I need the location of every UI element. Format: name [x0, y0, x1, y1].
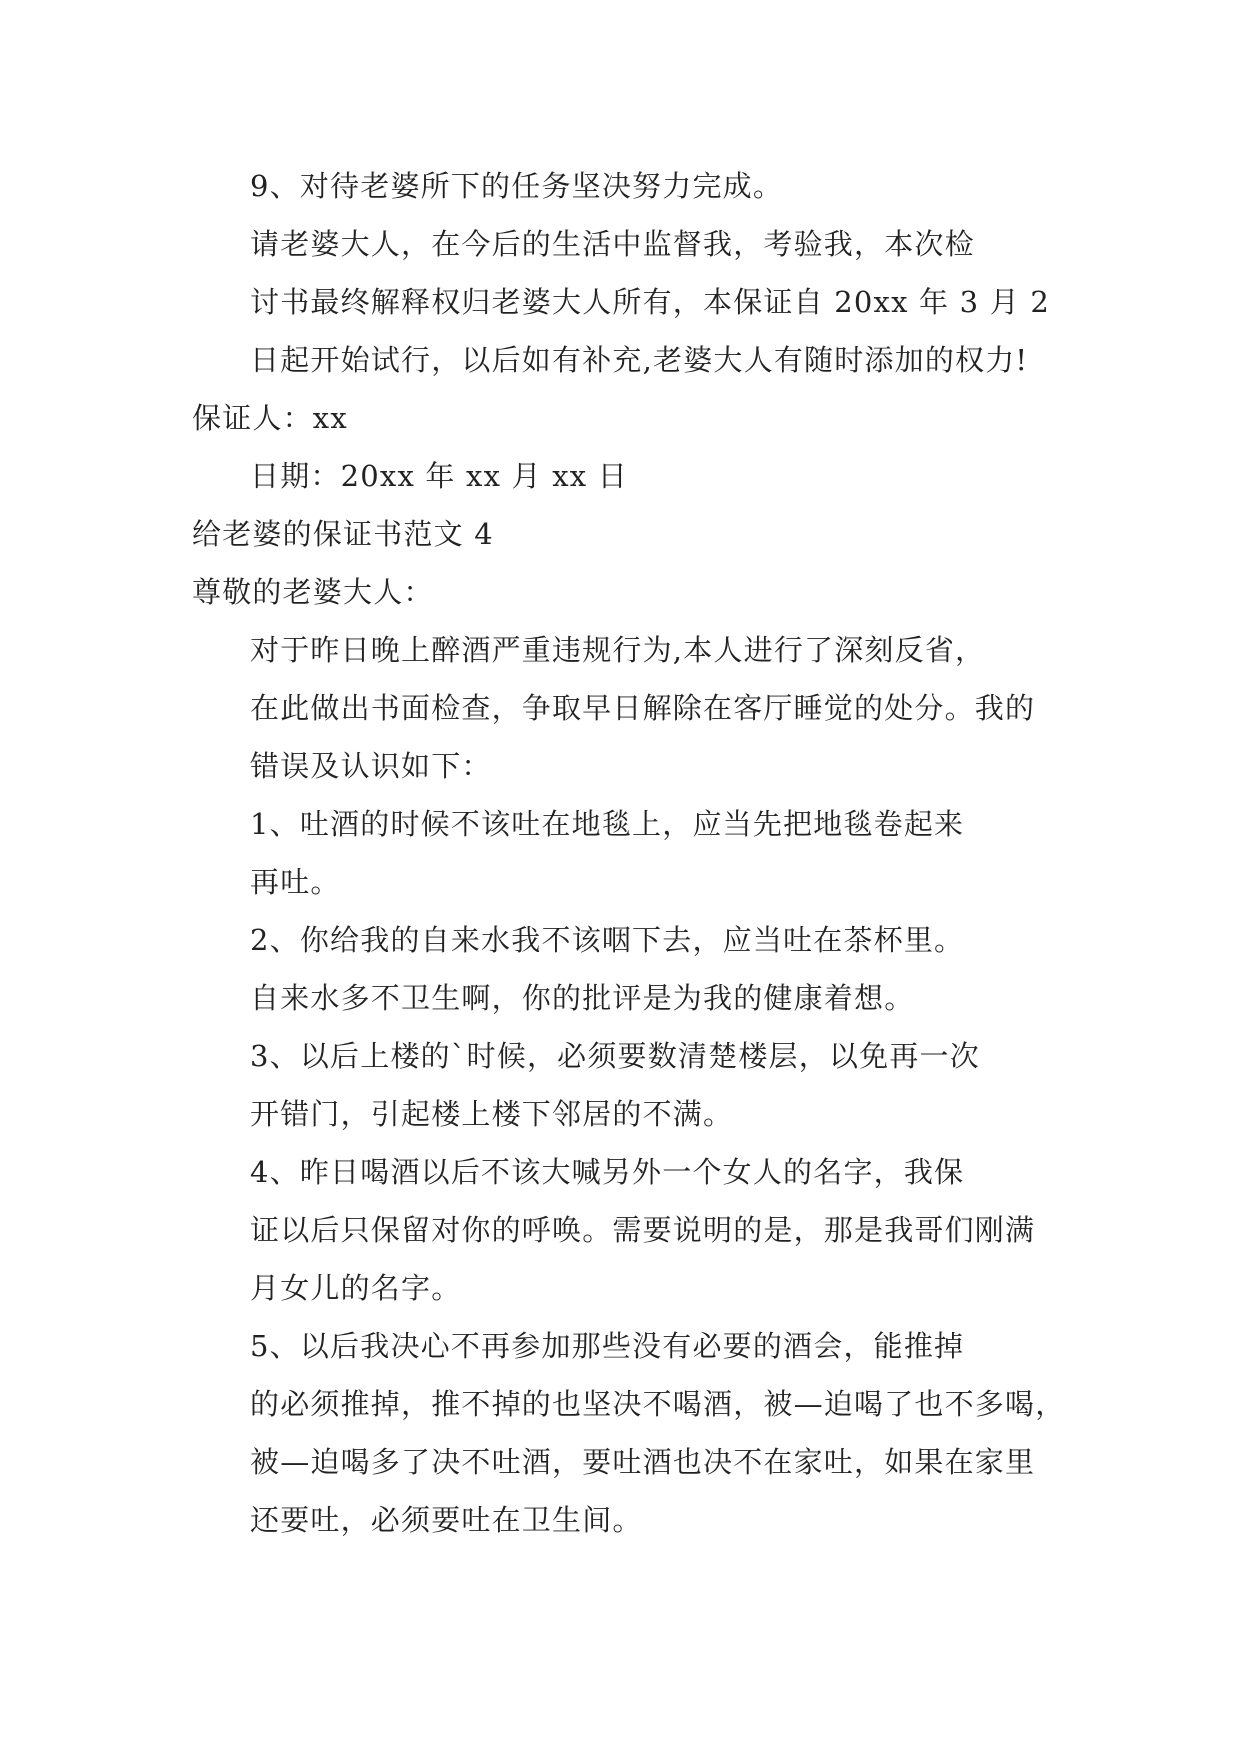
text-line: 的必须推掉，推不掉的也坚决不喝酒，被—迫喝了也不多喝， [250, 1387, 1066, 1421]
paragraph [192, 1143, 1072, 1317]
paragraph [192, 389, 1072, 447]
text-line: 证以后只保留对你的呼唤。需要说明的是，那是我哥们刚满 [250, 1213, 1036, 1247]
paragraph [192, 447, 1072, 505]
text-line: 还要吐，必须要吐在卫生间。 [250, 1503, 643, 1537]
text-line: 再吐。 [250, 865, 341, 899]
paragraph [192, 1027, 1072, 1143]
paragraph [192, 795, 1072, 911]
text-line: 3、以后上楼的`时候，必须要数清楚楼层，以免再一次 [250, 1039, 980, 1073]
text-line: 2、你给我的自来水我不该咽下去，应当吐在茶杯里。 [250, 923, 965, 957]
text-line: 给老婆的保证书范文 4 [192, 517, 494, 551]
text-line: 错误及认识如下： [250, 749, 492, 783]
text-line: 日期：20xx 年 xx 月 xx 日 [250, 459, 628, 493]
text-line: 讨书最终解释权归老婆大人所有，本保证自 20xx 年 3 月 2 [250, 285, 1051, 319]
text-line: 5、以后我决心不再参加那些没有必要的酒会，能推掉 [250, 1329, 965, 1363]
text-line: 保证人：xx [192, 401, 348, 435]
paragraph [192, 563, 1072, 621]
text-line: 开错门，引起楼上楼下邻居的不满。 [250, 1097, 734, 1131]
paragraph [192, 157, 1072, 215]
text-line: 1、吐酒的时候不该吐在地毯上，应当先把地毯卷起来 [250, 807, 965, 841]
text-line: 自来水多不卫生啊，你的批评是为我的健康着想。 [250, 981, 915, 1015]
text-line: 尊敬的老婆大人： [192, 575, 434, 609]
paragraph [192, 911, 1072, 1027]
paragraph [192, 215, 1072, 389]
paragraph [192, 505, 1072, 563]
text-line: 月女儿的名字。 [250, 1271, 462, 1305]
text-line: 在此做出书面检查，争取早日解除在客厅睡觉的处分。我的 [250, 691, 1036, 725]
text-line: 9、对待老婆所下的任务坚决努力完成。 [250, 169, 784, 203]
paragraph [192, 621, 1072, 795]
text-line: 请老婆大人，在今后的生活中监督我，考验我，本次检 [250, 227, 975, 261]
text-line: 日起开始试行，以后如有补充,老婆大人有随时添加的权力! [250, 343, 1029, 377]
text-line: 被—迫喝多了决不吐酒，要吐酒也决不在家吐，如果在家里 [250, 1445, 1036, 1479]
document-body [192, 157, 1072, 1549]
paragraph [192, 1317, 1072, 1549]
text-line: 对于昨日晚上醉酒严重违规行为,本人进行了深刻反省， [250, 633, 986, 667]
text-line: 4、昨日喝酒以后不该大喊另外一个女人的名字，我保 [250, 1155, 965, 1189]
